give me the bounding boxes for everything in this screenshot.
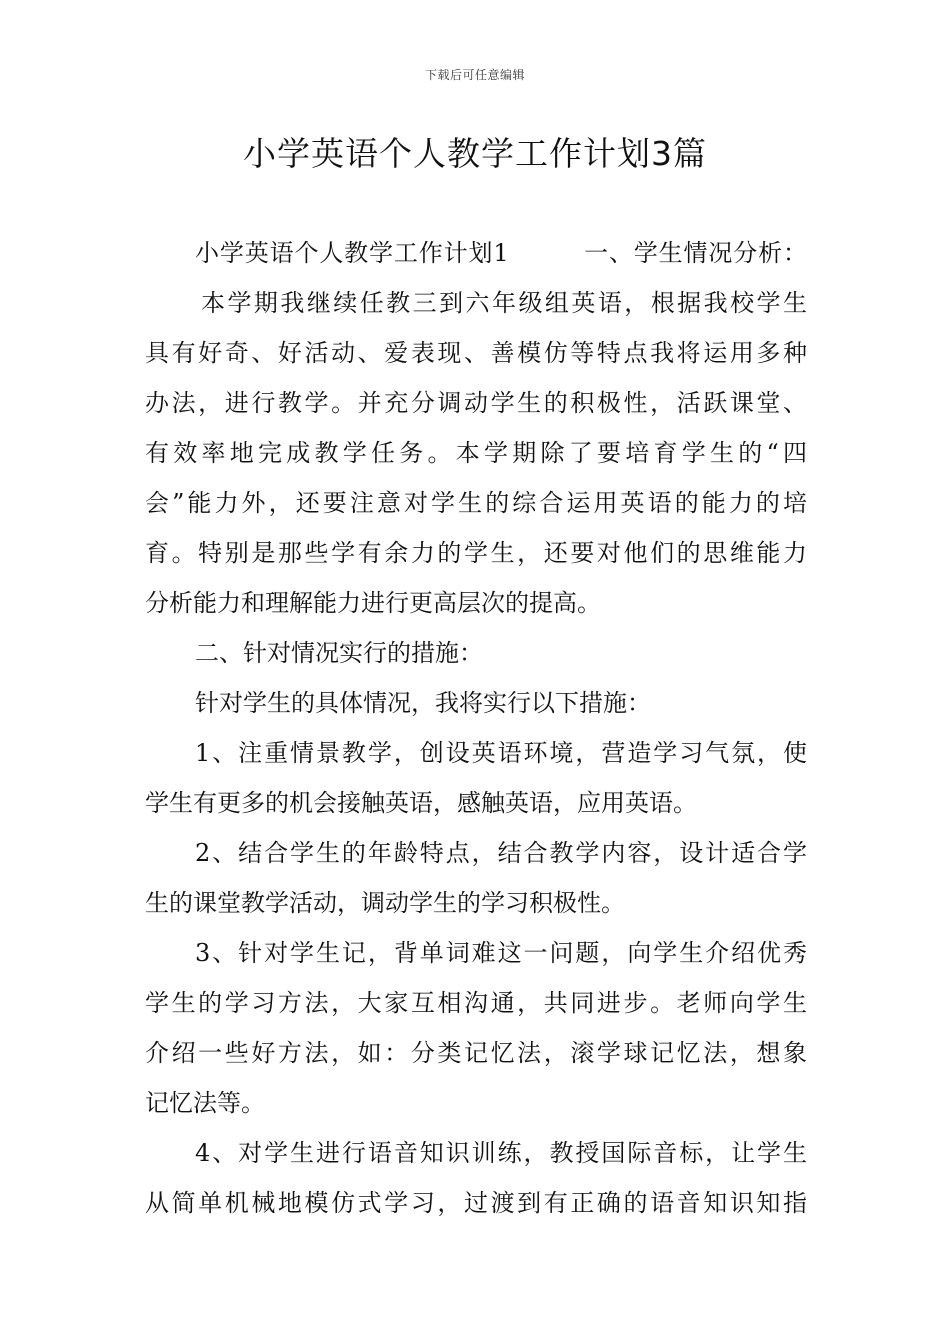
- body-line: 小学英语个人教学工作计划1 一、学生情况分析：: [195, 239, 807, 267]
- body-line: 3、针对学生记，背单词难这一问题，向学生介绍优秀: [195, 939, 807, 967]
- body-line: 育。特别是那些学有余力的学生，还要对他们的思维能力: [145, 539, 807, 567]
- body-line: 学生有更多的机会接触英语，感触英语，应用英语。: [145, 789, 697, 817]
- body-line: 有效率地完成教学任务。本学期除了要培育学生的“四: [145, 439, 807, 467]
- body-line: 从简单机械地模仿式学习，过渡到有正确的语音知识知指: [145, 1189, 807, 1217]
- body-line: 办法，进行教学。并充分调动学生的积极性，活跃课堂、: [145, 389, 807, 417]
- header-note: 下载后可任意编辑: [424, 68, 525, 82]
- body-line: 针对学生的具体情况，我将实行以下措施：: [195, 689, 651, 717]
- document-title: 小学英语个人教学工作计划3篇: [243, 134, 707, 173]
- document-body: [145, 228, 807, 1228]
- body-line: 二、针对情况实行的措施：: [195, 639, 483, 667]
- body-line: 生的课堂教学活动，调动学生的学习积极性。: [145, 889, 625, 917]
- body-line: 会”能力外，还要注意对学生的综合运用英语的能力的培: [145, 489, 807, 517]
- body-line: 介绍一些好方法，如：分类记忆法，滚学球记忆法，想象: [145, 1039, 807, 1067]
- body-line: 2、结合学生的年龄特点，结合教学内容，设计适合学: [195, 839, 807, 867]
- body-line: 分析能力和理解能力进行更高层次的提高。: [145, 589, 601, 617]
- body-line: 具有好奇、好活动、爱表现、善模仿等特点我将运用多种: [145, 339, 807, 367]
- body-line: 学生的学习方法，大家互相沟通，共同进步。老师向学生: [145, 989, 807, 1017]
- body-line: 1、注重情景教学，创设英语环境，营造学习气氛，使: [195, 739, 807, 767]
- body-line: 记忆法等。: [145, 1089, 265, 1117]
- body-line: 4、对学生进行语音知识训练，教授国际音标，让学生: [195, 1139, 807, 1167]
- body-line: 本学期我继续任教三到六年级组英语，根据我校学生: [201, 289, 807, 317]
